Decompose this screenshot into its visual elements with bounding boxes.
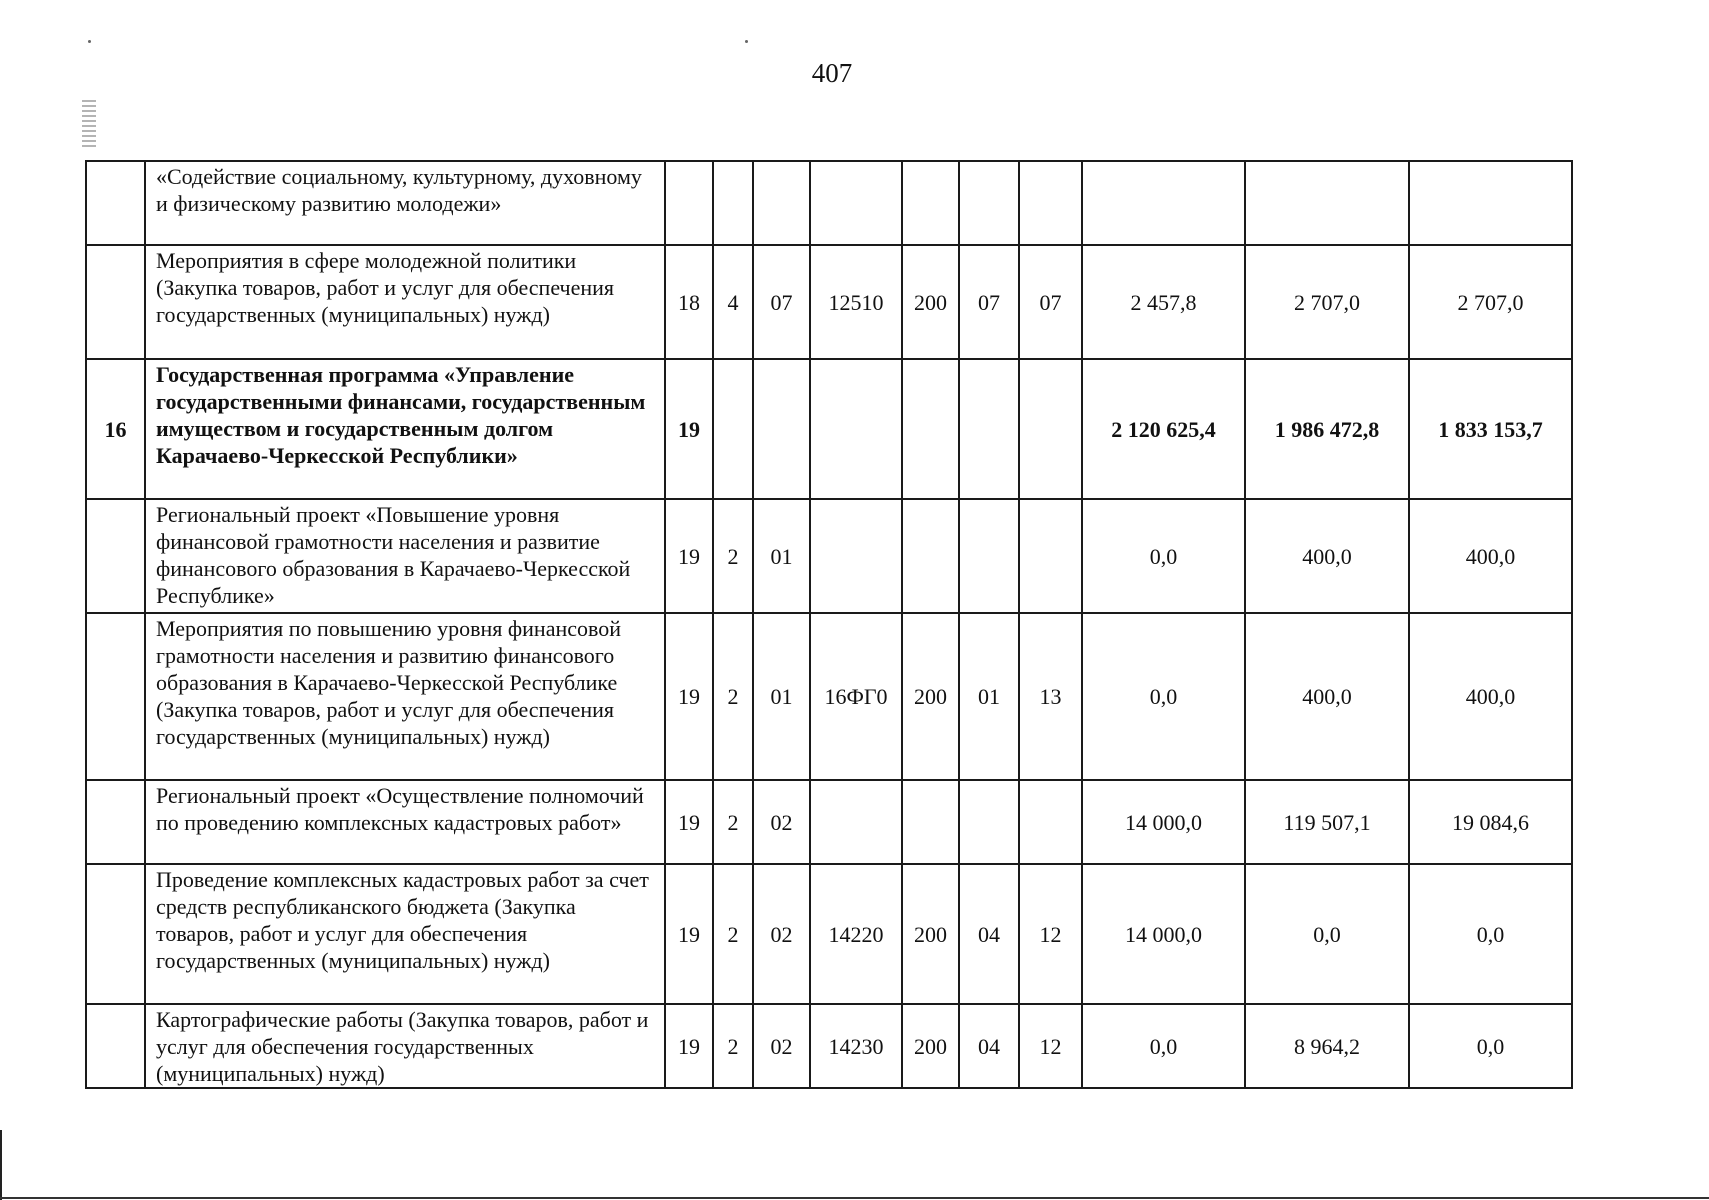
code-gp-cell: 19 xyxy=(665,613,713,780)
code-subsection-cell xyxy=(1019,780,1082,864)
code-type-cell xyxy=(713,161,753,245)
code-direction-cell: 14220 xyxy=(810,864,902,1004)
code-sub-cell: 07 xyxy=(753,245,810,359)
code-subsection-cell: 13 xyxy=(1019,613,1082,780)
code-section-cell: 07 xyxy=(959,245,1019,359)
code-gp-cell: 19 xyxy=(665,780,713,864)
row-description-cell: Мероприятия по повышению уровня финансовой грамотности населения и развитию финансового образования в Карачаево-Черкесской Республике (Закупка товаров, работ и услуг для обеспечения государственных (муниципальных) нужд) xyxy=(145,613,665,780)
table-row xyxy=(86,499,1572,613)
scan-artifact-mark xyxy=(82,100,96,148)
amount-year1-cell: 0,0 xyxy=(1082,613,1245,780)
code-subsection-cell: 07 xyxy=(1019,245,1082,359)
code-section-cell: 01 xyxy=(959,613,1019,780)
code-subsection-cell: 12 xyxy=(1019,864,1082,1004)
amount-year1-cell: 2 120 625,4 xyxy=(1082,359,1245,499)
code-type-cell: 4 xyxy=(713,245,753,359)
amount-year3-cell: 19 084,6 xyxy=(1409,780,1572,864)
code-type-cell: 2 xyxy=(713,864,753,1004)
code-type-cell: 2 xyxy=(713,780,753,864)
code-direction-cell xyxy=(810,499,902,613)
code-expense-type-cell xyxy=(902,359,959,499)
code-direction-cell: 12510 xyxy=(810,245,902,359)
amount-year2-cell: 2 707,0 xyxy=(1245,245,1409,359)
code-gp-cell: 18 xyxy=(665,245,713,359)
code-expense-type-cell xyxy=(902,161,959,245)
code-type-cell: 2 xyxy=(713,499,753,613)
code-expense-type-cell: 200 xyxy=(902,864,959,1004)
amount-year3-cell: 400,0 xyxy=(1409,613,1572,780)
amount-year1-cell: 0,0 xyxy=(1082,499,1245,613)
code-type-cell: 2 xyxy=(713,613,753,780)
code-sub-cell xyxy=(753,359,810,499)
code-sub-cell: 02 xyxy=(753,1004,810,1088)
page-number: 407 xyxy=(811,58,853,88)
amount-year2-cell xyxy=(1245,161,1409,245)
budget-table-body xyxy=(86,161,1572,1088)
code-direction-cell: 16ФГ0 xyxy=(810,613,902,780)
amount-year3-cell: 1 833 153,7 xyxy=(1409,359,1572,499)
code-section-cell xyxy=(959,161,1019,245)
code-gp-cell xyxy=(665,161,713,245)
amount-year2-cell: 0,0 xyxy=(1245,864,1409,1004)
row-number-cell xyxy=(86,613,145,780)
table-row xyxy=(86,1004,1572,1088)
code-expense-type-cell: 200 xyxy=(902,245,959,359)
code-section-cell xyxy=(959,499,1019,613)
page-edge-bottom xyxy=(0,1197,1709,1199)
page-edge-left xyxy=(0,1130,2,1200)
code-expense-type-cell: 200 xyxy=(902,613,959,780)
code-section-cell: 04 xyxy=(959,1004,1019,1088)
amount-year2-cell: 1 986 472,8 xyxy=(1245,359,1409,499)
code-sub-cell xyxy=(753,161,810,245)
row-description-cell: Государственная программа «Управление государственными финансами, государственным имуществом и государственным долгом Карачаево-Черкесской Республики» xyxy=(145,359,665,499)
amount-year1-cell: 2 457,8 xyxy=(1082,245,1245,359)
row-number-cell: 16 xyxy=(86,359,145,499)
row-description-cell: «Содействие социальному, культурному, духовному и физическому развитию молодежи» xyxy=(145,161,665,245)
amount-year2-cell: 119 507,1 xyxy=(1245,780,1409,864)
amount-year2-cell: 400,0 xyxy=(1245,499,1409,613)
scan-artifact-dot xyxy=(88,40,91,43)
code-gp-cell: 19 xyxy=(665,359,713,499)
code-direction-cell xyxy=(810,161,902,245)
amount-year3-cell: 0,0 xyxy=(1409,864,1572,1004)
amount-year1-cell: 0,0 xyxy=(1082,1004,1245,1088)
row-number-cell xyxy=(86,245,145,359)
code-sub-cell: 02 xyxy=(753,780,810,864)
table-row xyxy=(86,161,1572,245)
code-subsection-cell: 12 xyxy=(1019,1004,1082,1088)
row-number-cell xyxy=(86,864,145,1004)
amount-year3-cell: 400,0 xyxy=(1409,499,1572,613)
table-row xyxy=(86,780,1572,864)
code-subsection-cell xyxy=(1019,499,1082,613)
code-type-cell: 2 xyxy=(713,1004,753,1088)
amount-year1-cell xyxy=(1082,161,1245,245)
code-gp-cell: 19 xyxy=(665,864,713,1004)
code-subsection-cell xyxy=(1019,161,1082,245)
amount-year1-cell: 14 000,0 xyxy=(1082,780,1245,864)
code-expense-type-cell xyxy=(902,499,959,613)
amount-year3-cell: 0,0 xyxy=(1409,1004,1572,1088)
code-direction-cell: 14230 xyxy=(810,1004,902,1088)
amount-year1-cell: 14 000,0 xyxy=(1082,864,1245,1004)
row-description-cell: Проведение комплексных кадастровых работ за счет средств республиканского бюджета (Закупка товаров, работ и услуг для обеспечения государственных (муниципальных) нужд) xyxy=(145,864,665,1004)
table-row xyxy=(86,864,1572,1004)
row-number-cell xyxy=(86,780,145,864)
table-row xyxy=(86,359,1572,499)
code-section-cell xyxy=(959,359,1019,499)
table-row xyxy=(86,245,1572,359)
code-direction-cell xyxy=(810,780,902,864)
amount-year3-cell xyxy=(1409,161,1572,245)
row-number-cell xyxy=(86,1004,145,1088)
table-row xyxy=(86,613,1572,780)
code-gp-cell: 19 xyxy=(665,499,713,613)
code-sub-cell: 01 xyxy=(753,499,810,613)
row-number-cell xyxy=(86,161,145,245)
row-number-cell xyxy=(86,499,145,613)
code-sub-cell: 01 xyxy=(753,613,810,780)
row-description-cell: Региональный проект «Повышение уровня финансовой грамотности населения и развитие финансового образования в Карачаево-Черкесской Республике» xyxy=(145,499,665,613)
code-direction-cell xyxy=(810,359,902,499)
amount-year2-cell: 400,0 xyxy=(1245,613,1409,780)
code-type-cell xyxy=(713,359,753,499)
code-expense-type-cell xyxy=(902,780,959,864)
row-description-cell: Мероприятия в сфере молодежной политики (Закупка товаров, работ и услуг для обеспечения государственных (муниципальных) нужд) xyxy=(145,245,665,359)
budget-table xyxy=(85,160,1573,1089)
row-description-cell: Картографические работы (Закупка товаров, работ и услуг для обеспечения государственных (муниципальных) нужд) xyxy=(145,1004,665,1088)
code-gp-cell: 19 xyxy=(665,1004,713,1088)
scan-artifact-dot xyxy=(745,40,748,43)
amount-year3-cell: 2 707,0 xyxy=(1409,245,1572,359)
row-description-cell: Региональный проект «Осуществление полномочий по проведению комплексных кадастровых работ» xyxy=(145,780,665,864)
code-expense-type-cell: 200 xyxy=(902,1004,959,1088)
code-section-cell: 04 xyxy=(959,864,1019,1004)
code-subsection-cell xyxy=(1019,359,1082,499)
code-section-cell xyxy=(959,780,1019,864)
code-sub-cell: 02 xyxy=(753,864,810,1004)
amount-year2-cell: 8 964,2 xyxy=(1245,1004,1409,1088)
